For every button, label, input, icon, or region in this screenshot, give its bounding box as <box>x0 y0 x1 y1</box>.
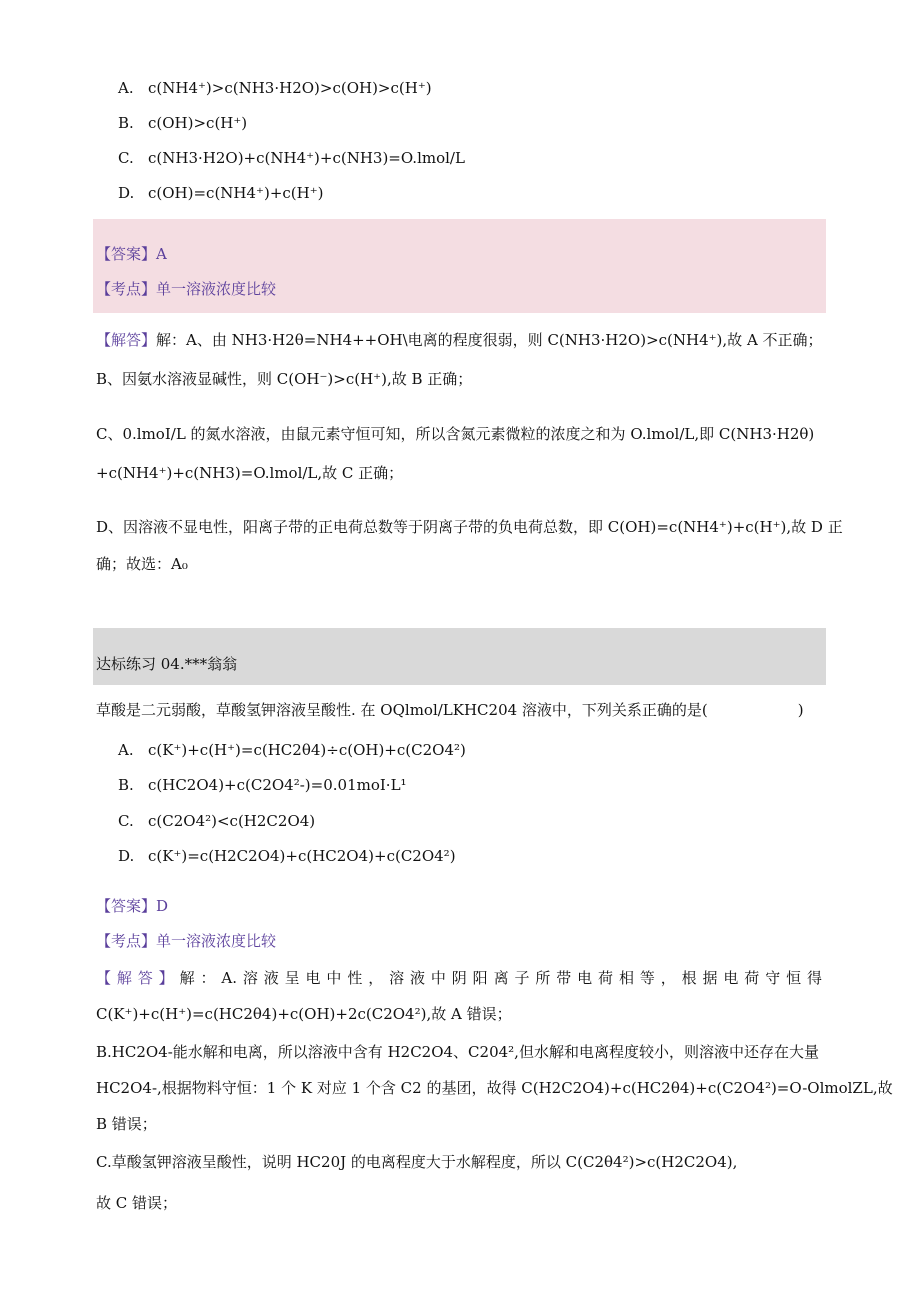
q1-option-d: D. c(OH)=c(NH4⁺)+c(H⁺) <box>118 184 324 202</box>
q1-solution-label: 【解答】 <box>96 331 157 349</box>
q1-solution-line-2: B、因氨水溶液显碱性，则 C(OH⁻)>c(H⁺),故 B 正确； <box>96 370 473 388</box>
q2-solution-line-7: 故 C 错误； <box>96 1194 178 1212</box>
q1-answer-label: 【答案】 <box>96 245 157 263</box>
q1-option-c: C. c(NH3·H2O)+c(NH4⁺)+c(NH3)=O.lmol/L <box>118 149 465 167</box>
q1-option-a: A. c(NH4⁺)>c(NH3·H2O)>c(OH)>c(H⁺) <box>118 79 432 97</box>
q2-answer-label: 【答案】 <box>96 897 157 915</box>
q2-option-b: B. c(HC2O4)+c(C2O4²-)=0.01moI·L¹ <box>118 776 407 794</box>
q2-solution-line-1: 【解答】解：A.溶液呈电中性，溶液中阴阳离子所带电荷相等，根据电荷守恒得 <box>96 969 822 987</box>
q2-point-label: 【考点】 <box>96 932 157 950</box>
q2-point: 【考点】单一溶液浓度比较 <box>96 932 277 950</box>
q1-point: 【考点】单一溶液浓度比较 <box>96 280 277 298</box>
q2-solution-line-3: B.HC2O4-能水解和电离，所以溶液中含有 H2C2O4、C204²,但水解和电离程度较小，则溶液中还存在大量 <box>96 1043 819 1061</box>
q2-answer: 【答案】D <box>96 897 169 915</box>
q1-solution-line-5: D、因溶液不显电性，阳离子带的正电荷总数等于阴离子带的负电荷总数，即 C(OH)=c(NH4⁺)+c(H⁺),故 D 正 <box>96 518 843 536</box>
q2-option-d: D. c(K⁺)=c(H2C2O4)+c(HC2O4)+c(C2O4²) <box>118 847 456 865</box>
q2-solution-line-4: HC2O4-,根据物料守恒：1 个 K 对应 1 个含 C2 的基团，故得 C(H2C2O4)+c(HC2θ4)+c(C2O4²)=O-OlmolZL,故 <box>96 1079 893 1097</box>
q2-solution-line-6: C.草酸氢钾溶液呈酸性，说明 HC20J 的电离程度大于水解程度，所以 C(C2θ4²)>c(H2C2O4), <box>96 1153 738 1171</box>
q2-stem: 草酸是二元弱酸，草酸氢钾溶液呈酸性. 在 OQlmol/LKHC204 溶液中，下列关系正确的是( ) <box>96 701 804 719</box>
q1-answer: 【答案】A <box>96 245 167 263</box>
q1-point-label: 【考点】 <box>96 280 157 298</box>
q1-solution-line-3: C、0.lmoI/L 的氮水溶液，由鼠元素守恒可知，所以含氮元素微粒的浓度之和为 O.lmol/L,即 C(NH3·H2θ) <box>96 425 815 443</box>
q1-option-b: B. c(OH)>c(H⁺) <box>118 114 248 132</box>
q2-solution-label: 【解答】 <box>96 969 180 987</box>
q1-solution-line-6: 确；故选：A₀ <box>96 555 188 573</box>
q2-solution-line-2: C(K⁺)+c(H⁺)=c(HC2θ4)+c(OH)+2c(C2O4²),故 A 错误； <box>96 1005 512 1023</box>
q2-solution-line-5: B 错误； <box>96 1115 157 1133</box>
q1-solution-line-4: +c(NH4⁺)+c(NH3)=O.lmol/L,故 C 正确； <box>96 464 404 482</box>
q2-option-a: A. c(K⁺)+c(H⁺)=c(HC2θ4)÷c(OH)+c(C2O4²) <box>118 741 466 759</box>
section-title: 达标练习 04.***翁翁 <box>96 655 238 673</box>
q1-solution-line-1: 【解答】解：A、由 NH3·H2θ=NH4++OH\电离的程度很弱，则 C(NH3·H2O)>c(NH4⁺),故 A 不正确； <box>96 331 823 349</box>
q2-option-c: C. c(C2O4²)<c(H2C2O4) <box>118 812 316 830</box>
